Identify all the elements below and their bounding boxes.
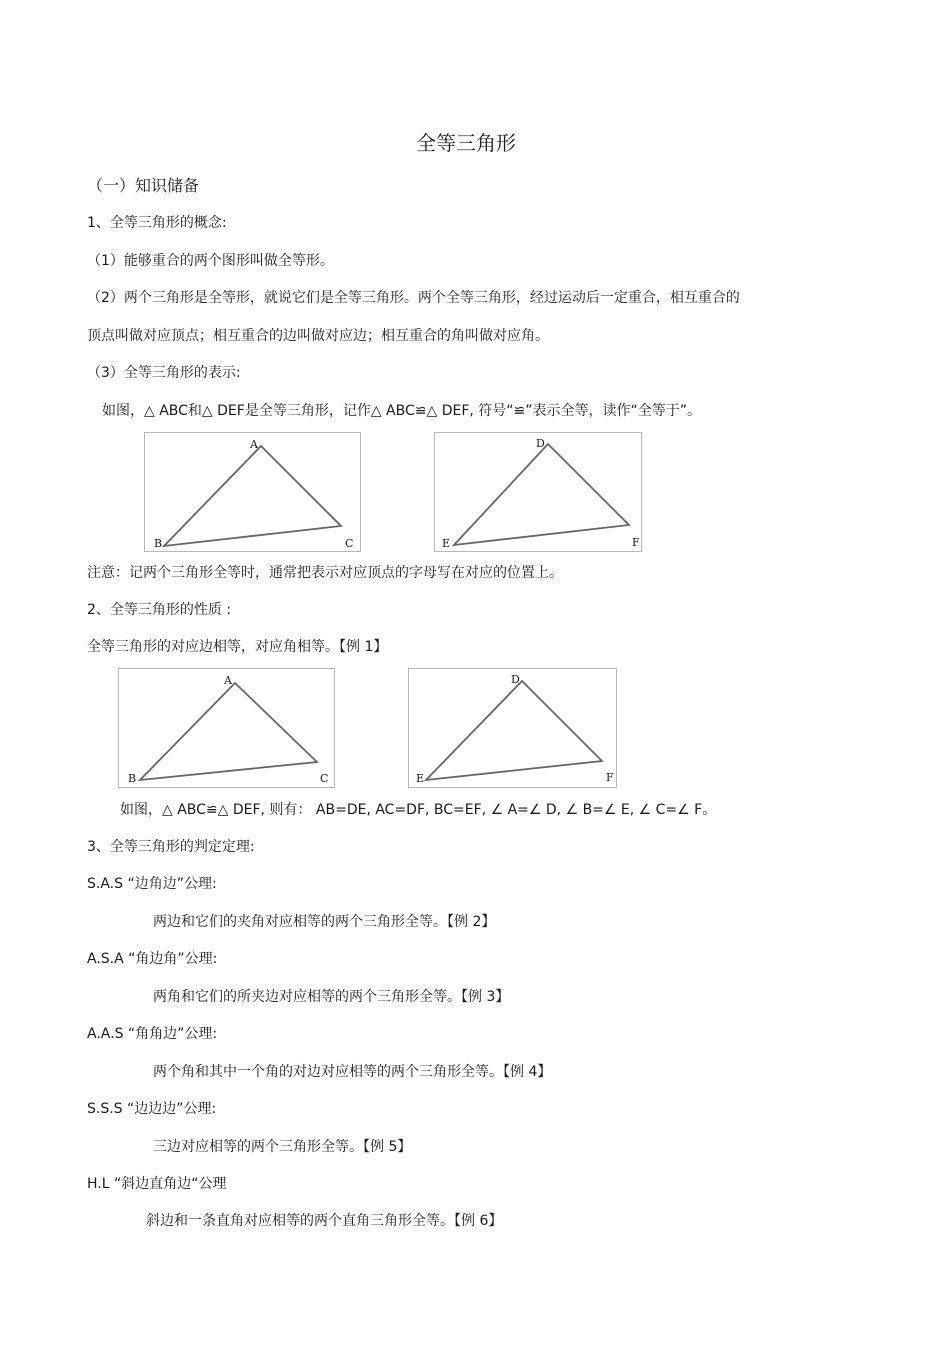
criteria-heading: 3、全等三角形的判定定理:	[87, 839, 255, 855]
vertex-label-b-2: B	[128, 772, 137, 785]
theorem-sss-desc: 三边对应相等的两个三角形全等。【例 5】	[153, 1139, 412, 1155]
theorem-hl-desc: 斜边和一条直角对应相等的两个直角三角形全等。【例 6】	[146, 1213, 503, 1229]
triangle-abc-drawing	[145, 433, 362, 553]
theorem-hl-name: H.L “斜边直角边“公理	[87, 1176, 227, 1192]
property-heading: 2、全等三角形的性质 :	[87, 602, 232, 618]
concept-item-3: （3）全等三角形的表示:	[87, 365, 241, 381]
notation-note: 注意：记两个三角形全等时，通常把表示对应顶点的字母写在对应的位置上。	[87, 565, 563, 581]
vertex-label-f-2: F	[606, 771, 614, 784]
triangle-abc-drawing-2	[119, 669, 336, 789]
triangle-def-drawing-2	[409, 669, 618, 789]
vertex-label-b: B	[154, 537, 163, 550]
concept-item-1: （1）能够重合的两个图形叫做全等形。	[87, 253, 334, 269]
vertex-label-d-2: D	[511, 673, 520, 686]
theorem-asa-desc: 两角和它们的所夹边对应相等的两个三角形全等。【例 3】	[153, 989, 510, 1005]
concept-item-2-line1: （2）两个三角形是全等形，就说它们是全等三角形。两个全等三角形，经过运动后一定重合，相互重合的	[87, 290, 740, 306]
triangle-abc-figure-1	[144, 432, 361, 552]
vertex-label-e-2: E	[416, 772, 425, 785]
property-text: 全等三角形的对应边相等，对应角相等。【例 1】	[87, 639, 388, 655]
vertex-label-c: C	[345, 537, 354, 550]
vertex-label-d: D	[536, 437, 545, 450]
theorem-aas-desc: 两个角和其中一个角的对边对应相等的两个三角形全等。【例 4】	[153, 1064, 552, 1080]
section-heading: （一）知识储备	[87, 176, 200, 195]
vertex-label-a-2: A	[224, 674, 232, 687]
property-relation: 如图，△ ABC≌△ DEF, 则有： AB=DE, AC=DF, BC=EF, ∠ A=∠ D, ∠ B=∠ E, ∠ C=∠ F。	[120, 802, 717, 818]
concept-heading: 1、全等三角形的概念:	[87, 215, 227, 231]
triangle-def-drawing	[435, 433, 643, 553]
theorem-sas-desc: 两边和它们的夹角对应相等的两个三角形全等。【例 2】	[153, 914, 496, 930]
notation-text: 如图，△ ABC和△ DEF是全等三角形，记作△ ABC≌△ DEF, 符号“≌”表示全等，读作“全等于”。	[102, 403, 702, 419]
triangle-def-figure-1	[434, 432, 642, 552]
concept-item-2-line2: 顶点叫做对应顶点；相互重合的边叫做对应边；相互重合的角叫做对应角。	[87, 328, 549, 344]
vertex-label-c-2: C	[320, 772, 329, 785]
theorem-sas-name: S.A.S “边角边”公理:	[87, 876, 217, 892]
triangle-abc-figure-2	[118, 668, 335, 788]
vertex-label-f: F	[632, 536, 640, 549]
page-title: 全等三角形	[416, 131, 516, 155]
theorem-aas-name: A.A.S “角角边”公理:	[87, 1026, 218, 1042]
vertex-label-e: E	[442, 537, 451, 550]
vertex-label-a: A	[250, 438, 258, 451]
theorem-asa-name: A.S.A “角边角”公理:	[87, 951, 218, 967]
triangle-def-figure-2	[408, 668, 617, 788]
theorem-sss-name: S.S.S “边边边”公理:	[87, 1101, 217, 1117]
